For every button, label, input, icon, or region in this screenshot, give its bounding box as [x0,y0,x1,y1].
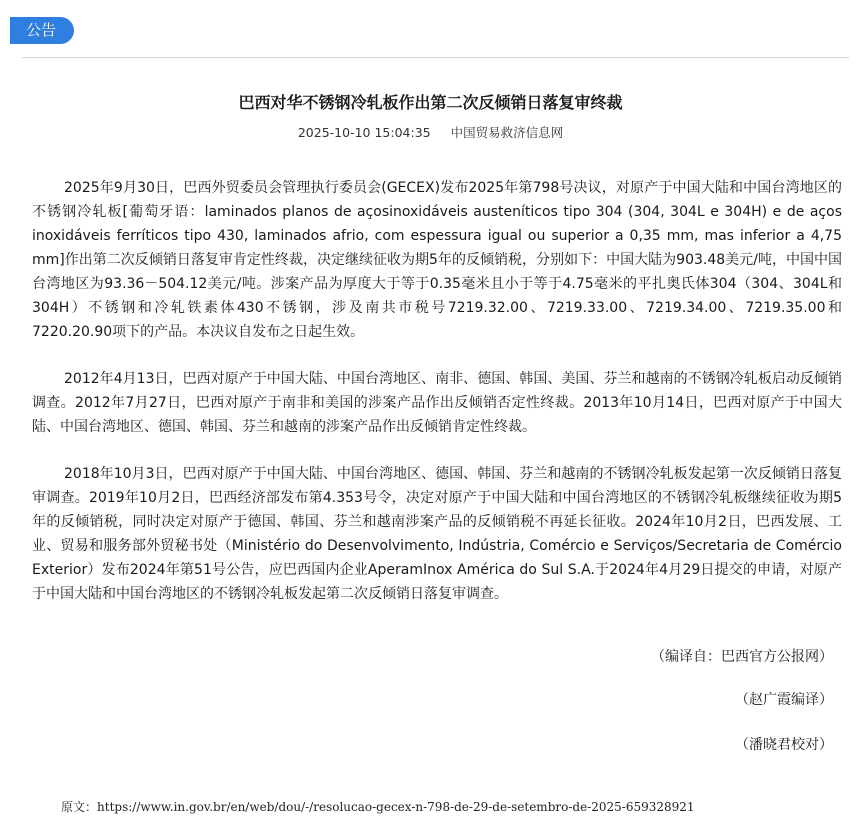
source-line [61,798,695,815]
paragraph: 2018年10月3日，巴西对原产于中国大陆、中国台湾地区、德国、韩国、芬兰和越南的不锈钢冷轧板发起第一次反倾销日落复审调查。2019年10月2日，巴西经济部发布第4.353号令，决定对原产于中国大陆和中国台湾地区的不锈钢冷轧板继续征收为期5年的反倾销税，同时决定对原产于德国、韩国、芬兰和越南涉案产品的反倾销税不再延长征收。2024年10月2日，巴西发展、工业、贸易和服务部外贸秘书处（Ministério do Desenvolvimento, Indústria, Comércio e Serviços/Secretaria de Comércio Exterior）发布2024年第51号公告，应巴西国内企业AperamInox América do Sul S.A.于2024年4月29日提交的申请，对原产于中国大陆和中国台湾地区的不锈钢冷轧板发起第二次反倾销日落复审调查。 [32,466,842,602]
translator-credit: （赵广霞编译） [735,692,833,708]
article-title: 巴西对华不锈钢冷轧板作出第二次反倾销日落复审终裁 [238,93,623,112]
compiled-from: （编译自：巴西官方公报网） [651,649,833,665]
tab-bar [0,0,861,48]
paragraph: 2012年4月13日，巴西对原产于中国大陆、中国台湾地区、南非、德国、韩国、美国、芬兰和越南的不锈钢冷轧板启动反倾销调查。2012年7月27日，巴西对原产于南非和美国的涉案产品作出反倾销否定性终裁。2013年10月14日，巴西对原产于中国大陆、中国台湾地区、德国、韩国、芬兰和越南的涉案产品作出反倾销肯定性终裁。 [32,371,842,435]
source-site: 中国贸易救济信息网 [450,125,564,140]
article-body [32,176,842,629]
tab-announcement[interactable]: 公告 [10,17,74,44]
tab-divider [22,57,849,58]
source-url-link[interactable]: https://www.in.gov.br/en/web/dou/-/resolucao-gecex-n-798-de-29-de-setembro-de-2025-659328921 [97,800,695,814]
source-label: 原文： [61,800,98,814]
proofreader-credit: （潘晓君校对） [735,737,833,753]
article-meta [0,123,861,141]
publish-date: 2025-10-10 15:04:35 [297,125,431,140]
paragraph: 2025年9月30日，巴西外贸委员会管理执行委员会(GECEX)发布2025年第798号决议，对原产于中国大陆和中国台湾地区的不锈钢冷轧板[葡萄牙语：laminados planos de açosinoxidáveis austeníticos tipo 304 (304, 304L e 304H) e de aços inoxidáveis ferríticos tipo 430, laminados afrio, com espessura igual ou superior a 0,35 mm, mas inferior a 4,75 mm]作出第二次反倾销日落复审肯定性终裁，决定继续征收为期5年的反倾销税，分别如下：中国大陆为903.48美元/吨，中国中国台湾地区为93.36－504.12美元/吨。涉案产品为厚度大于等于0.35毫米且小于等于4.75毫米的平扎奥氏体304（304、304L和304H）不锈钢和冷轧铁素体430不锈钢，涉及南共市税号7219.32.00、7219.33.00、7219.34.00、7219.35.00和7220.20.90项下的产品。本决议自发布之日起生效。 [32,180,842,340]
